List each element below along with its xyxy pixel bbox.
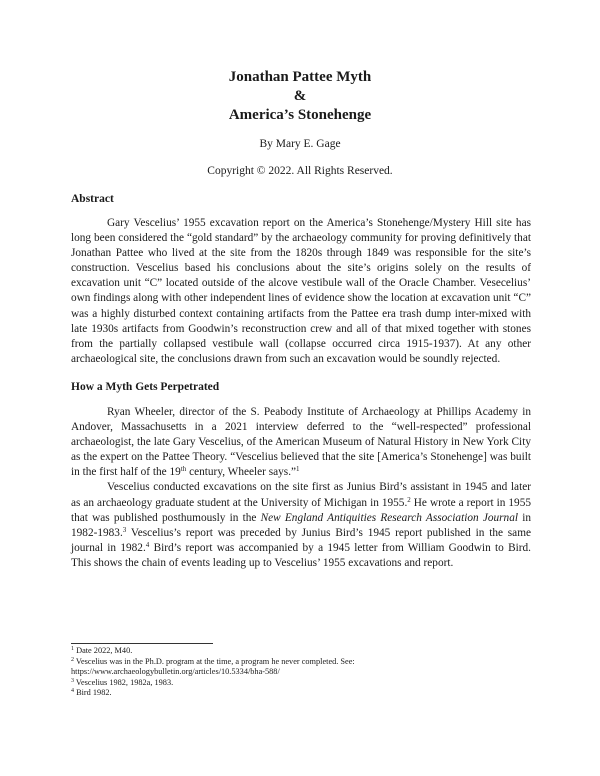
title-line-1: Jonathan Pattee Myth	[228, 69, 372, 85]
footnote-ref-3: 3	[122, 525, 127, 534]
abstract-body	[71, 216, 531, 367]
ordinal-superscript: th	[180, 465, 187, 474]
abstract-heading: Abstract	[71, 193, 114, 205]
section-heading: How a Myth Gets Perpetrated	[71, 381, 220, 393]
author-byline: By Mary E. Gage	[259, 138, 341, 150]
p2-text-c: in 1982-1983.	[71, 511, 531, 539]
p1-text-end: century, Wheeler says.”	[186, 466, 297, 479]
footnote: $^2$ Vescelius was in the Ph.D. program at the time, a program he never completed. See:	[71, 656, 355, 666]
footnote: $^3$ Vescelius 1982, 1982a, 1983.	[71, 677, 174, 687]
footnote-ref-1: 1	[296, 465, 300, 474]
title-line-2: &	[293, 88, 307, 104]
footnote-url[interactable]: https://www.archaeologybulletin.org/articles/10.5334/bha-588/	[71, 667, 280, 677]
footnote-ref-2: 2	[407, 495, 411, 504]
footnote-ref-4: 4	[145, 540, 150, 549]
copyright-notice: Copyright © 2022. All Rights Reserved.	[207, 165, 393, 177]
p2-text-d: Vescelius’s report was preceded by Junius Bird’s 1945 report published in the same journal in 1982.	[71, 526, 531, 554]
body-paragraph-1	[71, 405, 531, 480]
footnote: $^4$ Bird 1982.	[71, 688, 112, 698]
footnote-divider	[71, 643, 213, 644]
p2-text-a: Vescelius conducted excavations on the site first as Junius Bird’s assistant in 1945 and later as an archaeology graduate student at the University of Michigan in 1955.	[71, 481, 531, 509]
body-paragraph-2	[71, 480, 531, 571]
p1-text: Ryan Wheeler, director of the S. Peabody Institute of Archaeology at Phillips Academy in Andover, Massachusetts in a 2021 interview deferred to the “well-respected” professional archaeologist, the late Gary Vescelius, of the American Museum of Natural History in New York City as the expert on the Pattee Theory. “Vescelius believed that the site [America’s Stonehenge] was built in the first half of the 19	[71, 406, 531, 479]
section-body	[71, 405, 531, 571]
p2-text-b: He wrote a report in 1955 that was published posthumously in the	[71, 496, 531, 524]
document-title	[0, 68, 600, 125]
title-line-3: America’s Stonehenge	[228, 107, 372, 123]
footnotes	[71, 646, 541, 699]
journal-title: New England Antiquities Research Association Journal	[260, 511, 518, 524]
p2-text-e: Bird’s report was accompanied by a 1945 letter from William Goodwin to Bird. This shows the chain of events leading up to Vescelius’ 1955 excavations and report.	[71, 541, 531, 569]
abstract-paragraph: Gary Vescelius’ 1955 excavation report on the America’s Stonehenge/Mystery Hill site has long been considered the “gold standard” by the archaeology community for proving definitively that Jonathan Pattee who lived at the site from the 1820s through 1849 was responsible for the site’s construction. Vescelius based his conclusions about the site’s origins solely on the results of excavation unit “C” located outside of the alcove vestibule wall of the Oracle Chamber. Vesecelius’ own findings along with other independent lines of evidence show the location at excavation unit “C” was a highly disturbed context containing artifacts from the Pattee era trash dump inter-mixed with late 1930s artifacts from Goodwin’s reconstruction crew and all of that mixed together with stones from the partially collapsed vestibule wall (collapse occurred circa 1915-1937). At any other archaeological site, the conclusions drawn from such an excavation would be soundly rejected.	[71, 217, 531, 365]
footnote: $^1$ Date 2022, M40.	[71, 646, 133, 655]
